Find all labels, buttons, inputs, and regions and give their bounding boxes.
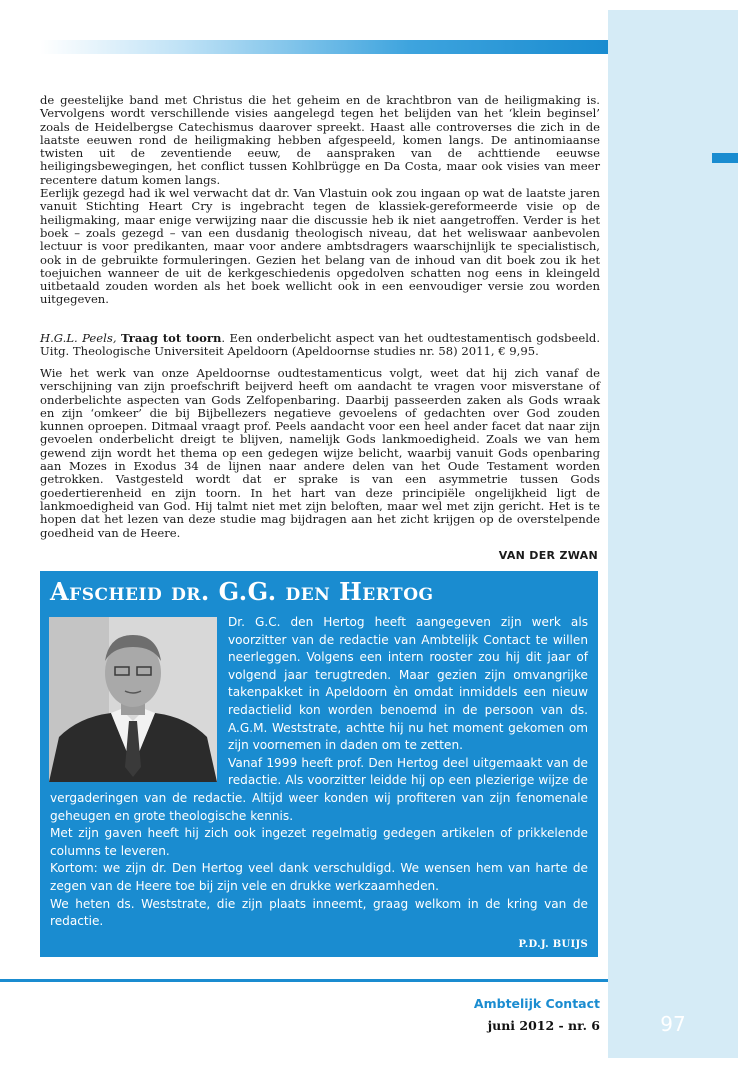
header-gradient-bar (40, 40, 608, 54)
footer-rule (0, 979, 608, 982)
farewell-paragraph-1: Dr. G.C. den Hertog heeft aangegeven zijn werk als voorzitter van de redactie van Ambtelijk Contact te willen neerleggen. Volgens een intern rooster zou hij dit jaar of volgend jaar terugtreden. Maar gezien zijn omvangrijke takenpakket in Apeldoorn èn omdat inmiddels een nieuw redactielid kon worden benoemd in de persoon van ds. A.G.M. Weststrate, achtte hij nu het moment gekomen om zijn voornemen in daden om te zetten. (228, 615, 588, 753)
farewell-paragraph-4: Kortom: we zijn dr. Den Hertog veel dank verschuldigd. We wensen hem van harte de zegen van de Heere toe bij zijn vele en drukke werkzaamheden. (50, 861, 588, 893)
farewell-paragraph-5: We heten ds. Weststrate, die zijn plaats inneemt, graag welkom in de kring van de redactie. (50, 896, 588, 929)
side-strip (608, 10, 738, 1058)
book-reference (40, 332, 600, 359)
book-review (40, 367, 600, 540)
article-paragraph-2: Eerlijk gezegd had ik wel verwacht dat dr. Van Vlastuin ook zou ingaan op wat de laatste jaren vanuit Stichting Heart Cry is ingebracht tegen de klassiek-gereformeerde visie op de heiligmaking, maar enige verwijzing naar die discussie heb ik niet aangetroffen. Verder is het boek – zoals gezegd – van een dusdanig theologisch niveau, dat het weliswaar aanbevolen lectuur is voor predikanten, maar voor andere ambtsdragers waarschijnlijk te specialistisch, ook in de gebruikte formuleringen. Gezien het belang van de inhoud van dit boek zou ik het toejuichen wanneer de uit de kerkgeschiedenis opgedolven schatten nog eens in kleingeld uitbetaald zouden worden als het boek wellicht ook in een eenvoudiger versie zou worden uitgegeven. (40, 186, 600, 307)
review-body: Wie het werk van onze Apeldoornse oudtestamenticus volgt, weet dat hij zich vanaf de verschijning van zijn proefschrift beijverd heeft om aandacht te vragen voor misverstane of onderbelichte aspecten van Gods Zelfopenbaring. Daarbij passeerden zaken als Gods wraak en zijn ‘omkeer’ die bij Bijbellezers negatieve gevoelens of gedachten over God zouden kunnen oproepen. Ditmaal vraagt prof. Peels aandacht voor een heel ander facet dat naar zijn gevoelen onderbelicht dreigt te blijven, namelijk Gods lankmoedigheid. Zoals we van hem gewend zijn wordt het thema op een gedegen wijze belicht, waarbij vanuit Gods openbaring aan Mozes in Exodus 34 de lijnen naar andere delen van het Oude Testament worden getrokken. Vastgesteld wordt dat er sprake is van een asymmetrie tussen Gods goedertierenheid en zijn toorn. In het hart van deze principiële ongelijkheid ligt de lankmoedigheid van God. Hij talmt niet met zijn beloften, maar wel met zijn gericht. Het is te hopen dat het lezen van deze studie mag bijdragen aan het zicht krijgen op de overstelpende goedheid van de Heere. (40, 366, 600, 540)
photo-spacer (50, 614, 228, 783)
farewell-text (50, 614, 588, 931)
article-continuation (40, 94, 600, 307)
article-paragraph-1: de geestelijke band met Christus die het geheim en de krachtbron van de heiligmaking is. Vervolgens wordt verschillende visies aangelegd tegen het belijden van het ‘klein beginsel’ zoals de Heidelbergse Catechismus daarover spreekt. Haast alle controverses die zich in de laatste eeuwen rond de heiligmaking hebben afgespeeld, komen langs. De antinomiaanse twisten uit de zeventiende eeuw, de aanspraken van de achttiende eeuwse heiligingsbewegingen, het conflict tussen Kohlbrügge en Da Costa, maar ook visies van meer recentere datum komen langs. (40, 93, 600, 187)
page-number: 97 (660, 1012, 686, 1036)
footer-issue: juni 2012 - nr. 6 (487, 1018, 600, 1033)
side-tab-marker (712, 153, 738, 163)
footer-magazine-name: Ambtelijk Contact (473, 996, 600, 1011)
farewell-box (40, 571, 598, 957)
book-publication-info: . Een onderbelicht aspect van het oudtestamentisch godsbeeld. Uitg. Theologische Universiteit Apeldoorn (Apeldoornse studies nr. 58) 2011, € 9,95. (40, 331, 601, 359)
farewell-paragraph-2: Vanaf 1999 heeft prof. Den Hertog deel uitgemaakt van de redactie. Als voorzitter leidde hij op een plezierige wijze de vergaderingen van de redactie. Altijd weer konden wij profiteren van zijn fenomenale geheugen en grote theologische kennis. (50, 755, 588, 823)
book-author: H.G.L. Peels, (40, 331, 117, 345)
farewell-title: Afscheid dr. G.G. den Hertog (50, 577, 434, 606)
farewell-signature: P.D.J. BUIJS (518, 939, 588, 950)
book-title: Traag tot toorn (120, 331, 222, 345)
review-signature: VAN DER ZWAN (498, 549, 598, 562)
farewell-paragraph-3: Met zijn gaven heeft hij zich ook ingezet regelmatig gedegen artikelen of prikkelende columns te leveren. (50, 826, 588, 858)
